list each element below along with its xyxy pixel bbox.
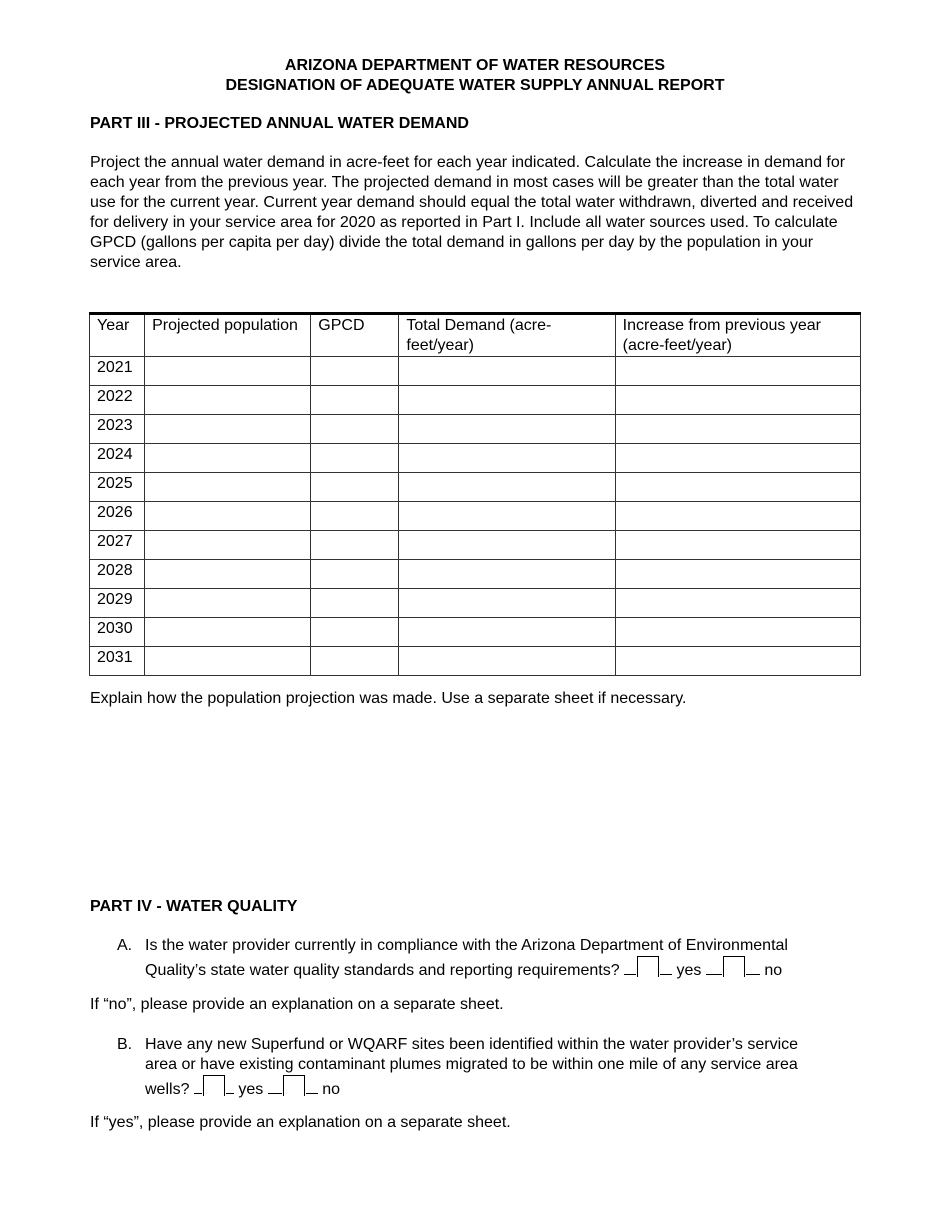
gpcd-cell[interactable] [311, 415, 399, 444]
gpcd-cell[interactable] [311, 531, 399, 560]
population-cell[interactable] [145, 618, 311, 647]
population-cell[interactable] [145, 560, 311, 589]
question-b-yes-checkbox[interactable] [203, 1075, 225, 1096]
population-cell[interactable] [145, 502, 311, 531]
table-row [90, 531, 861, 560]
population-cell[interactable] [145, 386, 311, 415]
increase-cell[interactable] [615, 357, 860, 386]
population-cell[interactable] [145, 444, 311, 473]
question-b-note: If “yes”, please provide an explanation on a separate sheet. [90, 1114, 511, 1131]
gpcd-cell[interactable] [311, 647, 399, 676]
gpcd-cell[interactable] [311, 560, 399, 589]
year-cell: 2022 [90, 386, 145, 415]
year-cell: 2029 [90, 589, 145, 618]
population-cell[interactable] [145, 415, 311, 444]
question-b [117, 1035, 857, 1100]
question-a [117, 936, 857, 981]
total-demand-cell[interactable] [399, 647, 615, 676]
table-row [90, 415, 861, 444]
increase-cell[interactable] [615, 473, 860, 502]
table-row [90, 589, 861, 618]
question-a-no-label: no [764, 962, 783, 979]
report-header [0, 56, 950, 96]
gpcd-cell[interactable] [311, 473, 399, 502]
table-row [90, 444, 861, 473]
increase-cell[interactable] [615, 589, 860, 618]
population-cell[interactable] [145, 357, 311, 386]
population-cell[interactable] [145, 531, 311, 560]
population-cell[interactable] [145, 647, 311, 676]
question-a-note: If “no”, please provide an explanation on a separate sheet. [90, 996, 504, 1013]
total-demand-cell[interactable] [399, 473, 615, 502]
total-demand-cell[interactable] [399, 444, 615, 473]
table-row [90, 357, 861, 386]
table-row [90, 647, 861, 676]
total-demand-cell[interactable] [399, 618, 615, 647]
table-row [90, 560, 861, 589]
gpcd-cell[interactable] [311, 444, 399, 473]
question-a-text-line2: Quality’s state water quality standards and reporting requirements? [145, 962, 620, 979]
question-b-label: B. [117, 1036, 133, 1053]
increase-cell[interactable] [615, 415, 860, 444]
table-row [90, 386, 861, 415]
col-population-header: Projected population [145, 314, 311, 357]
population-cell[interactable] [145, 589, 311, 618]
year-cell: 2031 [90, 647, 145, 676]
year-cell: 2023 [90, 415, 145, 444]
question-b-no-label: no [322, 1081, 340, 1098]
question-b-text-line3: wells? [145, 1081, 190, 1098]
table-row [90, 502, 861, 531]
question-a-yes-checkbox[interactable] [637, 956, 659, 977]
increase-cell[interactable] [615, 531, 860, 560]
table-header-row [90, 314, 861, 357]
part3-title: PART III - PROJECTED ANNUAL WATER DEMAND [90, 115, 469, 132]
col-total-demand-header: Total Demand (acre-feet/year) [399, 314, 615, 357]
increase-cell[interactable] [615, 618, 860, 647]
increase-cell[interactable] [615, 502, 860, 531]
header-report-title: DESIGNATION OF ADEQUATE WATER SUPPLY ANNUAL REPORT [225, 77, 725, 94]
total-demand-cell[interactable] [399, 589, 615, 618]
increase-cell[interactable] [615, 560, 860, 589]
table-row [90, 618, 861, 647]
year-cell: 2027 [90, 531, 145, 560]
table-row [90, 473, 861, 502]
total-demand-cell[interactable] [399, 357, 615, 386]
question-a-label: A. [117, 937, 133, 954]
gpcd-cell[interactable] [311, 618, 399, 647]
header-agency: ARIZONA DEPARTMENT OF WATER RESOURCES [284, 57, 666, 74]
gpcd-cell[interactable] [311, 357, 399, 386]
col-year-header: Year [90, 314, 145, 357]
total-demand-cell[interactable] [399, 502, 615, 531]
gpcd-cell[interactable] [311, 386, 399, 415]
question-b-text-line2: area or have existing contaminant plumes migrated to be within one mile of any service area [145, 1056, 798, 1073]
year-cell: 2028 [90, 560, 145, 589]
part4-title: PART IV - WATER QUALITY [90, 898, 298, 915]
question-b-no-checkbox[interactable] [283, 1075, 305, 1096]
projected-demand-table [89, 312, 861, 676]
question-a-yes-label: yes [676, 962, 702, 979]
total-demand-cell[interactable] [399, 560, 615, 589]
year-cell: 2021 [90, 357, 145, 386]
population-projection-prompt: Explain how the population projection was made. Use a separate sheet if necessary. [90, 690, 687, 707]
question-b-text-line1: Have any new Superfund or WQARF sites been identified within the water provider’s service [145, 1036, 799, 1053]
total-demand-cell[interactable] [399, 531, 615, 560]
question-a-text-line1: Is the water provider currently in compliance with the Arizona Department of Environmental [145, 937, 788, 954]
total-demand-cell[interactable] [399, 386, 615, 415]
increase-cell[interactable] [615, 444, 860, 473]
part3-instructions: Project the annual water demand in acre-feet for each year indicated. Calculate the increase in demand for each year from the previous year. The projected demand in most cases will be greater than the total water use for the current year. Current year demand should equal the total water withdrawn, diverted and received for delivery in your service area for 2020 as reported in Part I. Include all water sources used. To calculate GPCD (gallons per capita per day) divide the total demand in gallons per day by the population in your service area. [90, 154, 854, 271]
question-b-yes-label: yes [238, 1081, 264, 1098]
gpcd-cell[interactable] [311, 502, 399, 531]
population-cell[interactable] [145, 473, 311, 502]
gpcd-cell[interactable] [311, 589, 399, 618]
year-cell: 2024 [90, 444, 145, 473]
col-gpcd-header: GPCD [311, 314, 399, 357]
year-cell: 2030 [90, 618, 145, 647]
question-a-no-checkbox[interactable] [723, 956, 745, 977]
increase-cell[interactable] [615, 647, 860, 676]
year-cell: 2026 [90, 502, 145, 531]
total-demand-cell[interactable] [399, 415, 615, 444]
increase-cell[interactable] [615, 386, 860, 415]
col-increase-header: Increase from previous year (acre-feet/year) [615, 314, 860, 357]
year-cell: 2025 [90, 473, 145, 502]
